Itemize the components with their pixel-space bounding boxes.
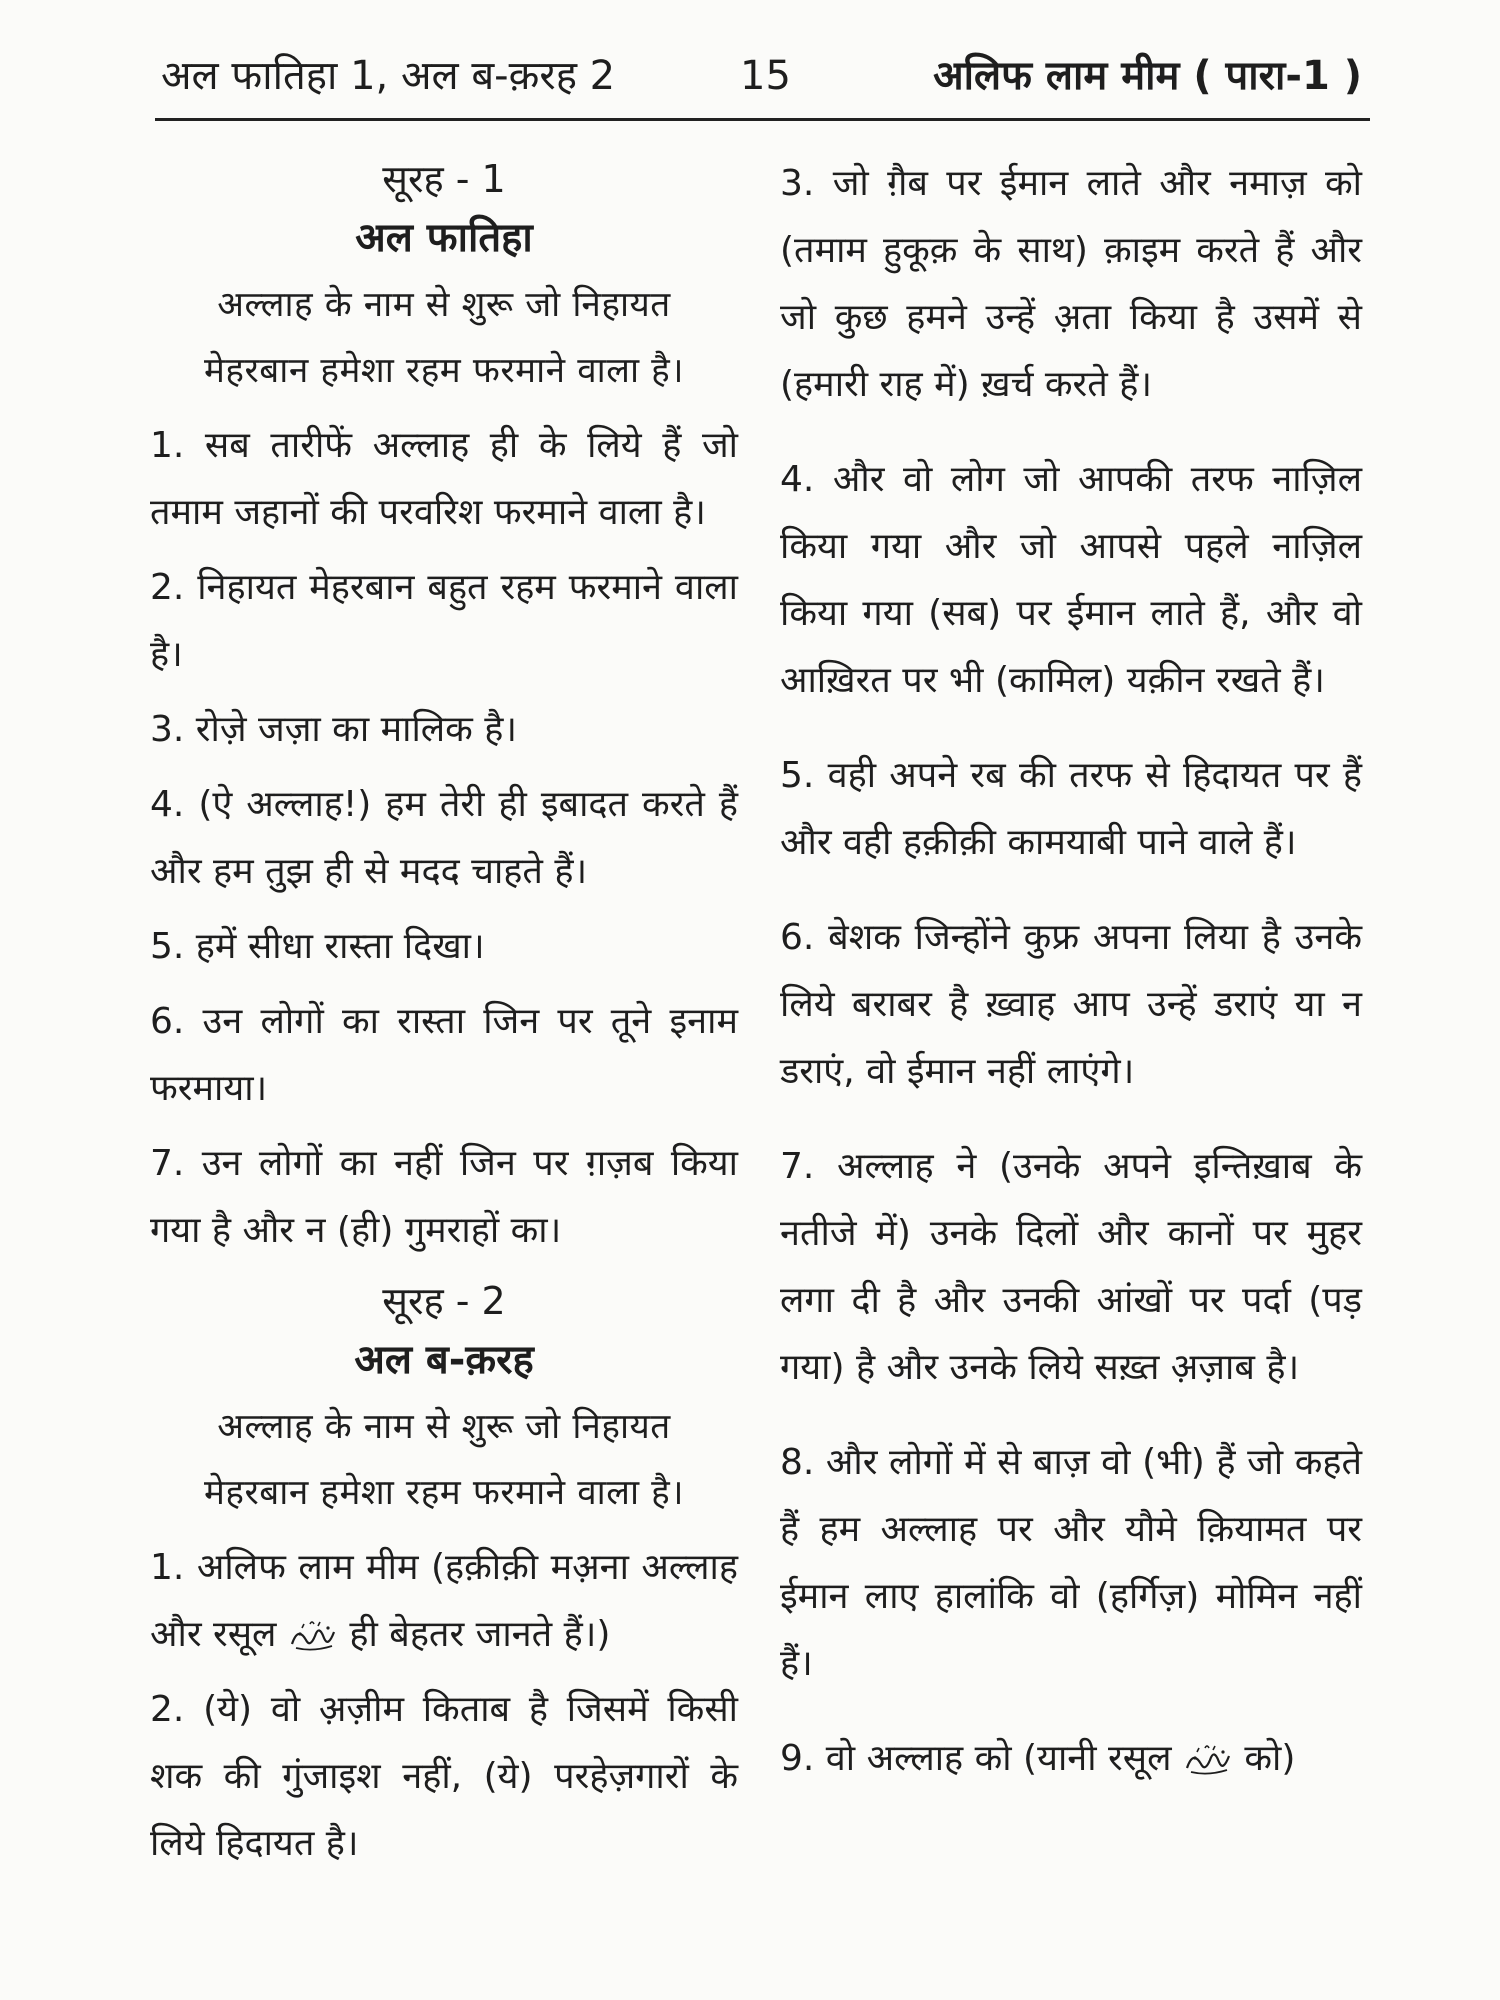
salutation-calligraphy-icon — [288, 1618, 338, 1654]
surah-2-verse-8: 8. और लोगों में से बाज़ वो (भी) हैं जो कहते हैं हम अल्लाह पर और यौमे क़ियामत पर ईमान लाए हालांकि वो (हर्गिज़) मोमिन नहीं हैं। — [780, 1442, 1362, 1684]
surah-1-verse-2: 2. निहायत मेहरबान बहुत रहम फरमाने वाला है। — [150, 567, 738, 675]
surah-2-verse-1 — [150, 1534, 738, 1668]
surah-1-verse-5: 5. हमें सीधा रास्ता दिखा। — [150, 926, 485, 967]
surah-1-title: अल फातिहा — [355, 215, 533, 261]
surah-1-verse-7: 7. उन लोगों का नहीं जिन पर ग़ज़ब किया गया है और न (ही) गुमराहों का। — [150, 1143, 738, 1251]
surah-2-verse-6: 6. बेशक जिन्होंने कुफ्र अपना लिया है उनके लिये बराबर है ख़्वाह आप उन्हें डराएं या न डराएं, वो ईमान नहीं लाएंगे। — [780, 917, 1362, 1092]
bismillah-line-1: अल्लाह के नाम से शुरू जो निहायत — [217, 285, 671, 325]
surah-2-verse-3: 3. जो ग़ैब पर ईमान लाते और नमाज़ को (तमाम हुकूक़ के साथ) क़ाइम करते हैं और जो कुछ हमने उन्हें अ़ता किया है उसमें से (हमारी राह में) ख़र्च करते हैं। — [780, 163, 1362, 405]
surah-1-verse-3: 3. रोज़े जज़ा का मालिक है। — [150, 709, 518, 750]
surah-2-verse-9 — [780, 1725, 1362, 1792]
right-column — [780, 150, 1362, 1820]
bismillah-line-1: अल्लाह के नाम से शुरू जो निहायत — [217, 1407, 671, 1447]
verse-1-text-end: ही बेहतर जानते हैं।) — [349, 1614, 611, 1655]
header-para-title: अलिफ लाम मीम ( पारा-1 ) — [933, 53, 1362, 99]
surah-1-verse-1: 1. सब तारीफें अल्लाह ही के लिये हैं जो तमाम जहानों की परवरिश फरमाने वाला है। — [150, 425, 738, 533]
surah-2-number: सूरह - 2 — [382, 1279, 506, 1323]
surah-2-title: अल ब-क़रह — [354, 1337, 534, 1383]
surah-1-verse-4: 4. (ऐ अल्लाह!) हम तेरी ही इबादत करते हैं और हम तुझ ही से मदद चाहते हैं। — [150, 784, 738, 892]
running-header — [155, 40, 1370, 121]
surah-1-bismillah — [150, 272, 738, 404]
left-column — [150, 150, 738, 1885]
surah-2-bismillah — [150, 1394, 738, 1526]
verse-9-text-end: को) — [1244, 1738, 1296, 1779]
page-number: 15 — [740, 53, 791, 99]
bismillah-line-2: मेहरबान हमेशा रहम फरमाने वाला है। — [203, 351, 685, 391]
surah-2-verse-2: 2. (ये) वो अ़ज़ीम किताब है जिसमें किसी शक की गुंजाइश नहीं, (ये) परहेज़गारों के लिये हिदायत है। — [150, 1689, 738, 1864]
surah-2-verse-4: 4. और वो लोग जो आपकी तरफ नाज़िल किया गया और जो आपसे पहले नाज़िल किया गया (सब) पर ईमान लाते हैं, और वो आख़िरत पर भी (कामिल) यक़ीन रखते हैं। — [780, 459, 1362, 701]
verse-1-text-start: 1. अलिफ लाम मीम (हक़ीक़ी मअ़ना अल्लाह और रसूल — [150, 1547, 738, 1655]
bismillah-line-2: मेहरबान हमेशा रहम फरमाने वाला है। — [203, 1473, 685, 1513]
header-chapter-names: अल फातिहा 1, अल ब-क़रह 2 — [161, 53, 616, 99]
salutation-calligraphy-icon — [1183, 1742, 1233, 1778]
surah-2-verse-7: 7. अल्लाह ने (उनके अपने इन्तिख़ाब के नतीजे में) उनके दिलों और कानों पर मुहर लगा दी है और उनकी आंखों पर पर्दा (पड़ गया) है और उनके लिये सख़्त अ़ज़ाब है। — [780, 1146, 1362, 1388]
surah-1-number: सूरह - 1 — [382, 157, 506, 201]
verse-9-text-start: 9. वो अल्लाह को (यानी रसूल — [780, 1738, 1172, 1779]
surah-2-verse-5: 5. वही अपने रब की तरफ से हिदायत पर हैं और वही हक़ीक़ी कामयाबी पाने वाले हैं। — [780, 755, 1362, 863]
surah-1-verse-6: 6. उन लोगों का रास्ता जिन पर तूने इनाम फरमाया। — [150, 1001, 738, 1109]
